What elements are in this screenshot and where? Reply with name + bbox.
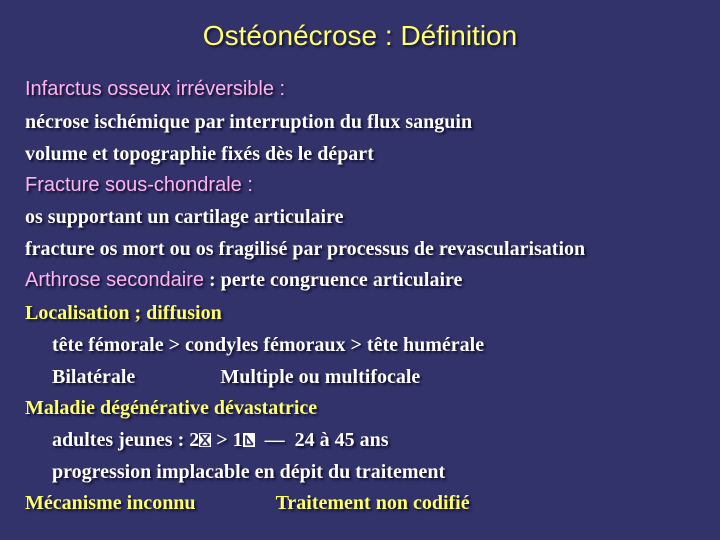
- line-necrose: nécrose ischémique par interruption du flux sanguin: [25, 111, 473, 133]
- mecanisme-text: Mécanisme inconnu: [25, 492, 196, 514]
- line-fracture: [25, 173, 253, 197]
- line-arthrose: [25, 268, 462, 292]
- line-mecanisme: [25, 491, 470, 515]
- arthrose-detail: : perte congruence articulaire: [203, 269, 463, 291]
- heading-arthrose: Arthrose secondaire: [25, 269, 204, 291]
- bilaterale-text: Bilatérale: [52, 366, 136, 388]
- slide-title: Ostéonécrose : Définition: [202, 20, 518, 51]
- line-progression: progression implacable en dépit du traitement: [52, 461, 446, 483]
- multiple-text: Multiple ou multifocale: [220, 366, 421, 388]
- colon: :: [241, 174, 253, 196]
- ratio-text: > 1: [211, 429, 243, 451]
- line-infarctus: [25, 77, 285, 101]
- traitement-text: Traitement non codifié: [275, 492, 470, 514]
- female-symbol-icon: [243, 433, 255, 447]
- line-localisation: Localisation ; diffusion: [25, 302, 222, 324]
- heading-fracture: Fracture sous-chondrale: [25, 174, 242, 196]
- heading-infarctus: Infarctus osseux irréversible: [25, 78, 274, 100]
- line-maladie: Maladie dégénérative dévastatrice: [25, 397, 318, 419]
- male-symbol-icon: [199, 433, 211, 447]
- line-fracture-os-mort: fracture os mort ou os fragilisé par processus de revascularisation: [25, 238, 586, 260]
- line-bilaterale: [52, 365, 420, 389]
- colon: :: [273, 78, 286, 100]
- line-adultes-jeunes: [52, 428, 389, 452]
- age-range-text: — 24 à 45 ans: [254, 429, 389, 451]
- line-tete-femorale: tête fémorale > condyles fémoraux > tête humérale: [52, 334, 485, 356]
- line-volume: volume et topographie fixés dès le départ: [25, 143, 374, 165]
- line-os-supportant: os supportant un cartilage articulaire: [25, 206, 344, 228]
- adultes-text: adultes jeunes : 2: [52, 429, 200, 451]
